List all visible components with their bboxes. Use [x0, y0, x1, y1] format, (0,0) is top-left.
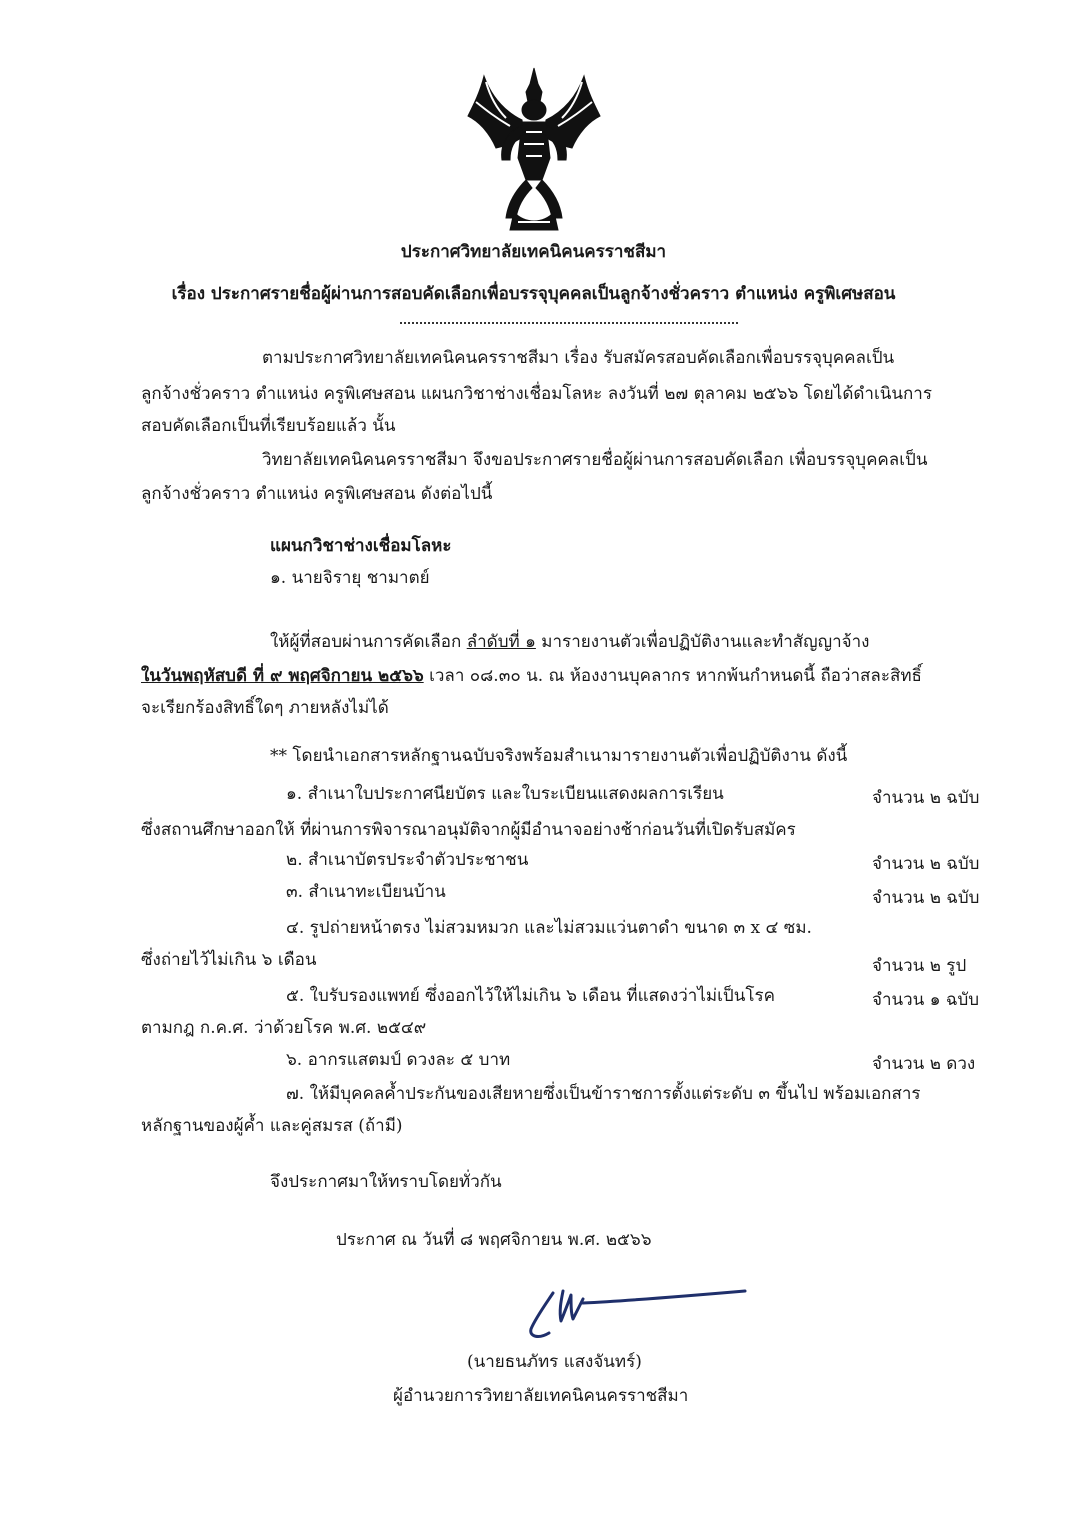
doc-item-7-cont: หลักฐานของผู้ค้ำ และคู่สมรส (ถ้ามี) — [141, 1116, 403, 1136]
doc-item-4-cont: ซึ่งถ่ายไว้ไม่เกิน ๖ เดือน — [141, 950, 317, 970]
intro-line-5: ลูกจ้างชั่วคราว ตำแหน่ง ครูพิเศษสอน ดังต่อไปนี้ — [141, 484, 493, 504]
title-divider — [400, 322, 738, 324]
department-name: แผนกวิชาช่างเชื่อมโลหะ — [270, 536, 452, 556]
intro-line-4: วิทยาลัยเทคนิคนครราชสีมา จึงขอประกาศรายชื่อผู้ผ่านการสอบคัดเลือก เพื่อบรรจุบุคคลเป็น — [262, 450, 928, 470]
doc-item-3: ๓. สำเนาทะเบียนบ้าน — [286, 882, 446, 902]
report-line-2 — [141, 664, 922, 688]
doc-item-4: ๔. รูปถ่ายหน้าตรง ไม่สวมหมวก และไม่สวมแว่นตาดำ ขนาด ๓ x ๔ ซม. — [286, 918, 812, 938]
doc-item-7: ๗. ให้มีบุคคลค้ำประกันของเสียหายซึ่งเป็นข้าราชการตั้งแต่ระดับ ๓ ขึ้นไป พร้อมเอกสาร — [286, 1084, 921, 1104]
doc-item-4-qty: จำนวน ๒ รูป — [872, 956, 967, 976]
doc-item-2-qty: จำนวน ๒ ฉบับ — [872, 854, 980, 874]
doc-item-2: ๒. สำเนาบัตรประจำตัวประชาชน — [286, 850, 529, 870]
doc-item-3-qty: จำนวน ๒ ฉบับ — [872, 888, 980, 908]
document-subject: เรื่อง ประกาศรายชื่อผู้ผ่านการสอบคัดเลือกเพื่อบรรจุบุคคลเป็นลูกจ้างชั่วคราว ตำแหน่ง ครูพิเศษสอน — [171, 284, 896, 304]
report-line-3: จะเรียกร้องสิทธิ์ใดๆ ภายหลังไม่ได้ — [141, 698, 389, 718]
report-line-2b: เวลา ๐๘.๓๐ น. ณ ห้องงานบุคลากร หากพ้นกำหนดนี้ ถือว่าสละสิทธิ์ — [423, 666, 922, 686]
report-line-1c: มารายงานตัวเพื่อปฏิบัติงานและทำสัญญาจ้าง — [535, 632, 870, 652]
doc-item-5-cont: ตามกฎ ก.ค.ศ. ว่าด้วยโรค พ.ศ. ๒๕๔๙ — [141, 1018, 427, 1038]
closing-date: ประกาศ ณ วันที่ ๘ พฤศจิกายน พ.ศ. ๒๕๖๖ — [336, 1230, 652, 1250]
handwritten-signature — [525, 1283, 750, 1348]
doc-item-1: ๑. สำเนาใบประกาศนียบัตร และใบระเบียนแสดงผลการเรียน — [286, 784, 724, 804]
doc-item-5: ๕. ใบรับรองแพทย์ ซึ่งออกไว้ให้ไม่เกิน ๖ เดือน ที่แสดงว่าไม่เป็นโรค — [286, 986, 775, 1006]
doc-item-5-qty: จำนวน ๑ ฉบับ — [872, 990, 980, 1010]
garuda-emblem-icon — [466, 62, 602, 234]
report-date: ในวันพฤหัสบดี ที่ ๙ พฤศจิกายน ๒๕๖๖ — [141, 666, 424, 686]
intro-line-2: ลูกจ้างชั่วคราว ตำแหน่ง ครูพิเศษสอน แผนกวิชาช่างเชื่อมโลหะ ลงวันที่ ๒๗ ตุลาคม ๒๕๖๖ โดยได้ดำเนินการ — [141, 384, 932, 404]
doc-item-1-cont: ซึ่งสถานศึกษาออกให้ ที่ผ่านการพิจารณาอนุมัติจากผู้มีอำนาจอย่างช้าก่อนวันที่เปิดรับสมัคร — [141, 820, 796, 840]
report-line-1a: ให้ผู้ที่สอบผ่านการคัดเลือก — [270, 632, 467, 652]
report-rank: ลำดับที่ ๑ — [466, 632, 536, 652]
documents-intro: ** โดยนำเอกสารหลักฐานฉบับจริงพร้อมสำเนามารายงานตัวเพื่อปฏิบัติงาน ดังนี้ — [270, 746, 848, 766]
signatory-position: ผู้อำนวยการวิทยาลัยเทคนิคนครราชสีมา — [393, 1386, 689, 1406]
doc-item-6: ๖. อากรแสตมป์ ดวงละ ๕ บาท — [286, 1050, 511, 1070]
candidate-name: ๑. นายจิรายุ ชามาตย์ — [270, 568, 430, 588]
closing-announce: จึงประกาศมาให้ทราบโดยทั่วกัน — [270, 1172, 502, 1192]
intro-line-3: สอบคัดเลือกเป็นที่เรียบร้อยแล้ว นั้น — [141, 416, 396, 436]
doc-item-6-qty: จำนวน ๒ ดวง — [872, 1054, 976, 1074]
report-line-1 — [270, 630, 869, 654]
document-title: ประกาศวิทยาลัยเทคนิคนครราชสีมา — [400, 242, 667, 262]
intro-line-1: ตามประกาศวิทยาลัยเทคนิคนครราชสีมา เรื่อง รับสมัครสอบคัดเลือกเพื่อบรรจุบุคคลเป็น — [262, 348, 895, 368]
signatory-name: (นายธนภัทร แสงจันทร์) — [467, 1352, 642, 1372]
doc-item-1-qty: จำนวน ๒ ฉบับ — [872, 788, 980, 808]
